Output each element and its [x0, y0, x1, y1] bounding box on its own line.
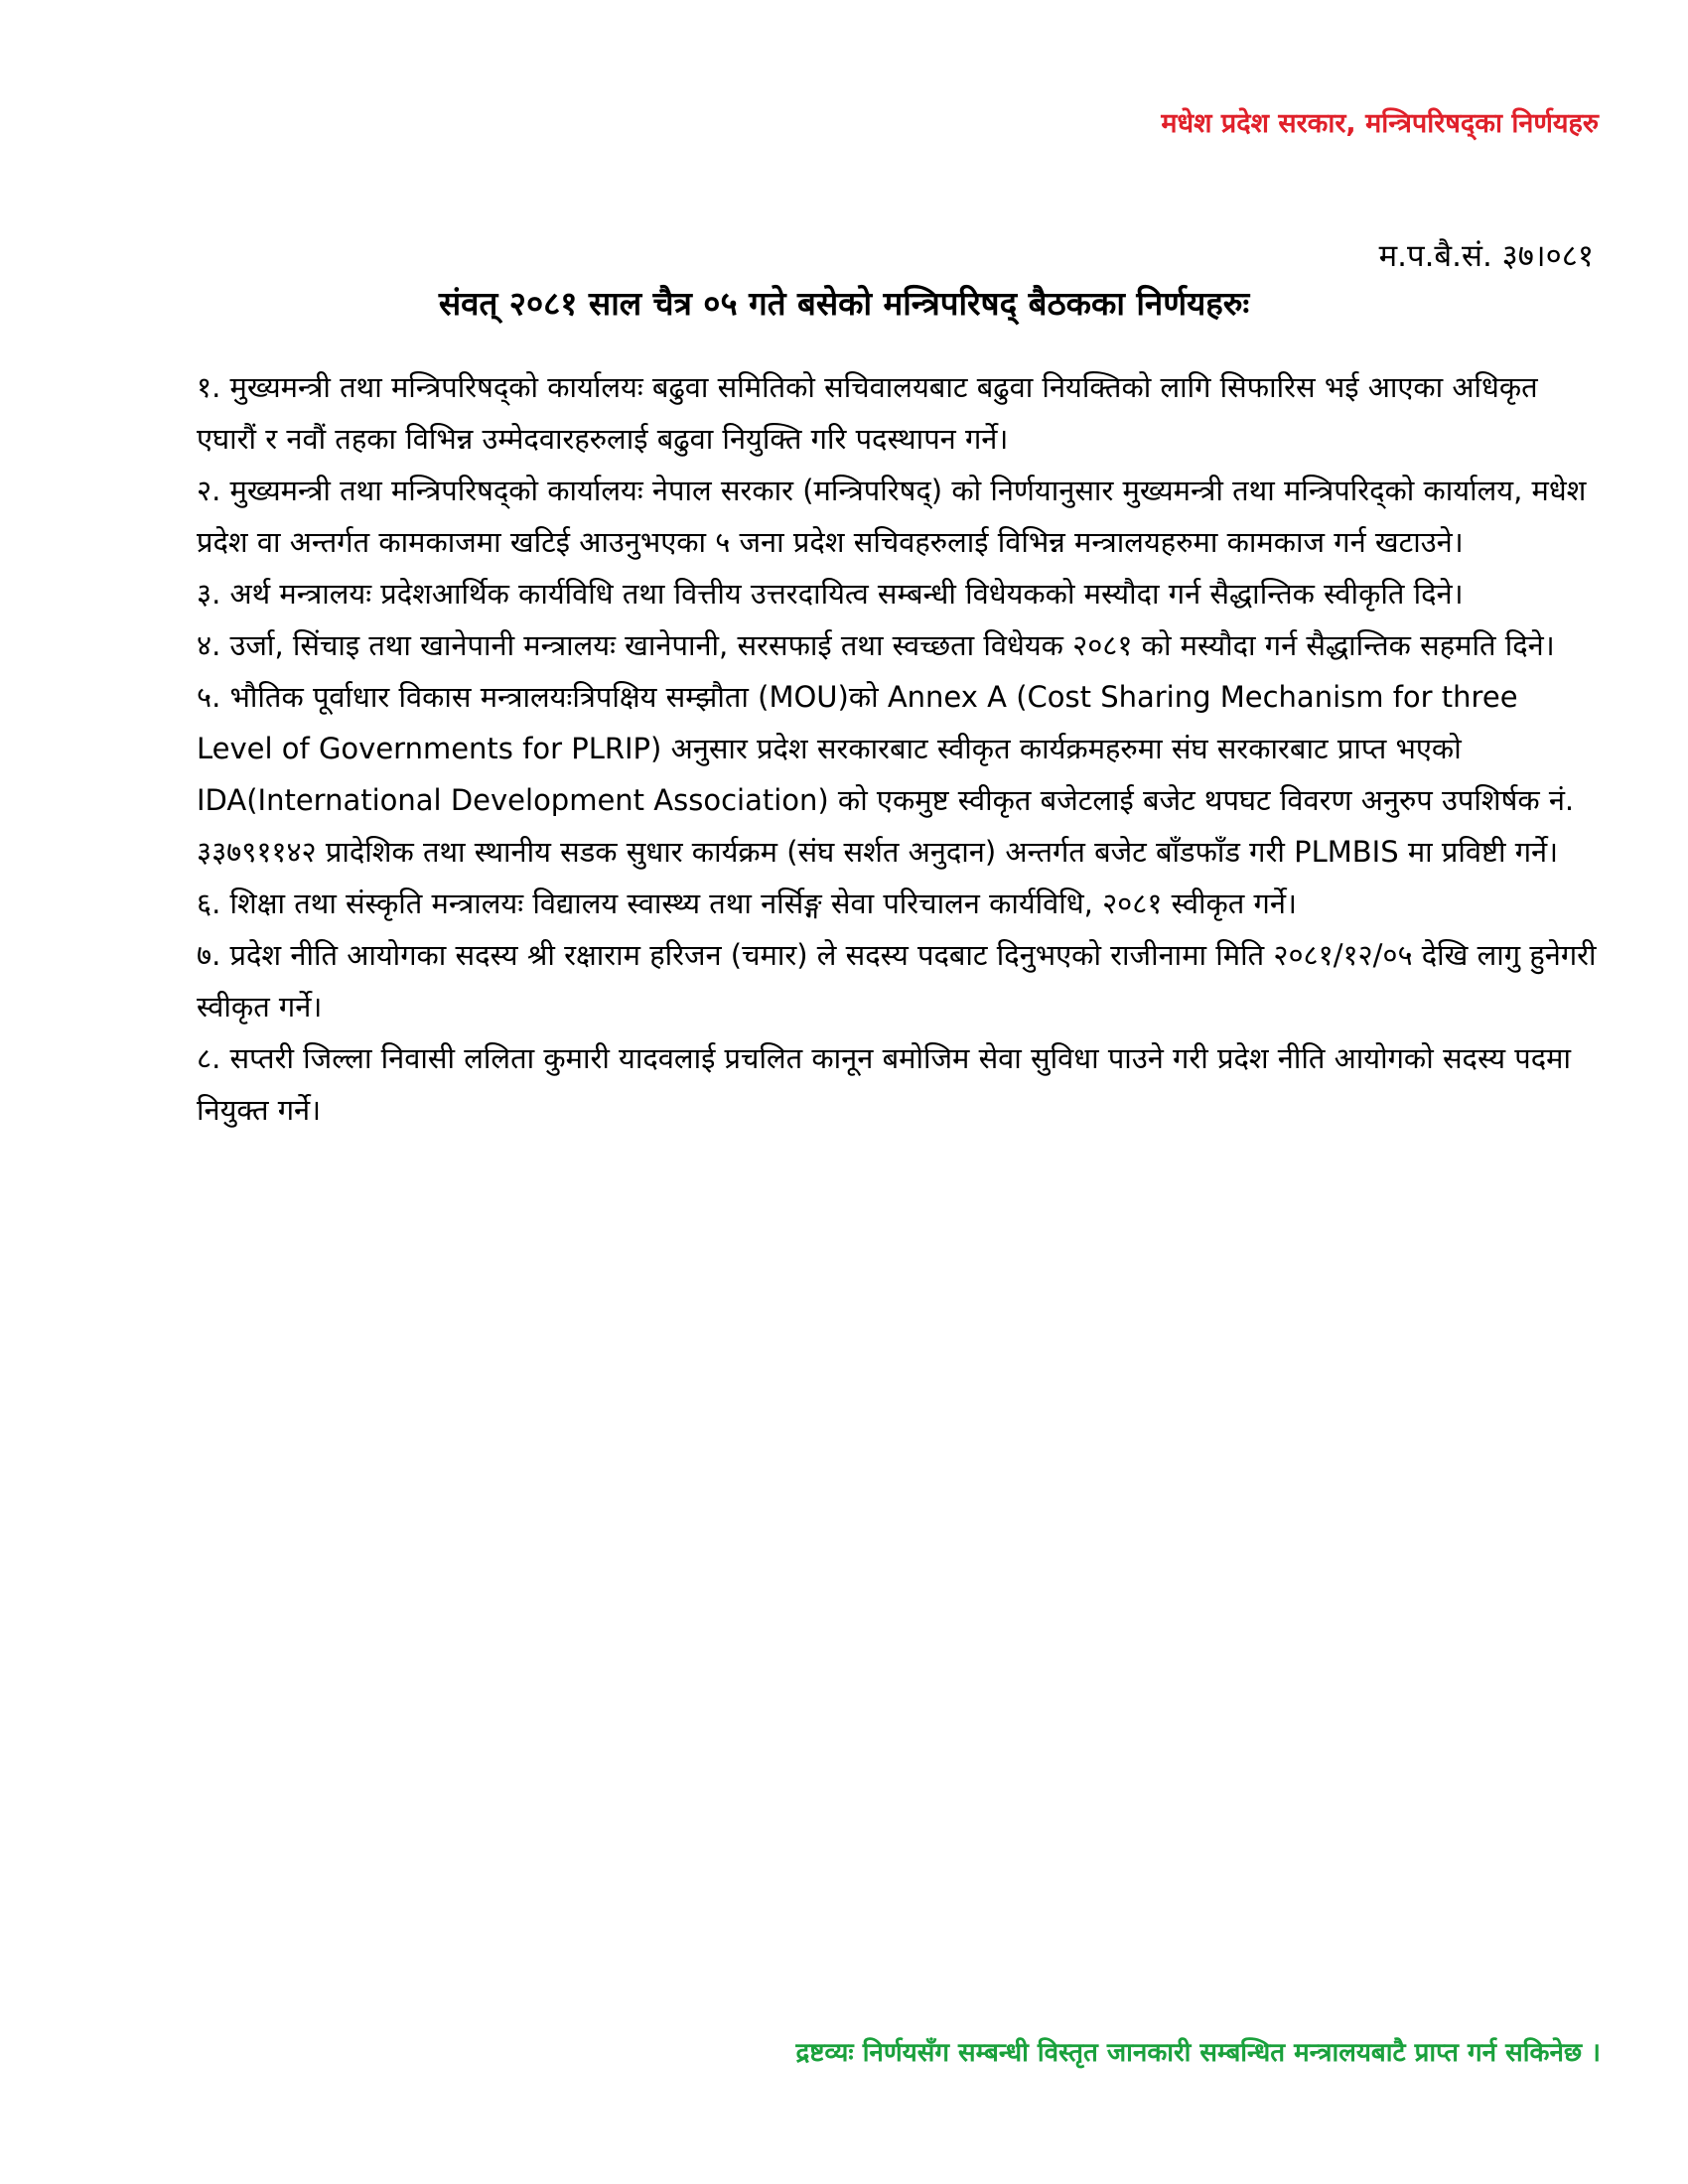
decision-item-3: ३. अर्थ मन्त्रालयः प्रदेशआर्थिक कार्यविधि तथा वित्तीय उत्तरदायित्व सम्बन्धी विधेयकको मस्यौदा गर्न सैद्धान्तिक स्वीकृति दिने। — [197, 577, 1464, 611]
decision-item-7: ७. प्रदेश नीति आयोगका सदस्य श्री रक्षाराम हरिजन (चमार) ले सदस्य पदबाट दिनुभएको राजीनामा मिति २०८१/१२/०५ देखि लागु हुनेगरी स्वीकृत गर्ने। — [197, 938, 1597, 1024]
footer-note: द्रष्टव्यः निर्णयसँग सम्बन्धी विस्तृत जानकारी सम्बन्धित मन्त्रालयबाटै प्राप्त गर्न सकिनेछ । — [795, 2038, 1601, 2068]
meeting-heading: संवत् २०८१ साल चैत्र ०५ गते बसेको मन्त्रिपरिषद् बैठकका निर्णयहरुः — [438, 284, 1250, 323]
decision-item-1: १. मुख्यमन्त्री तथा मन्त्रिपरिषद्को कार्यालयः बढुवा समितिको सचिवालयबाट बढुवा नियक्तिको लागि सिफारिस भई आएका अधिकृत एघारौं र नवौं तहका विभिन्न उम्मेदवारहरुलाई बढुवा नियुक्ति गरि पदस्थापन गर्ने। — [197, 370, 1538, 456]
decision-item-4: ४. उर्जा, सिंचाइ तथा खानेपानी मन्त्रालयः खानेपानी, सरसफाई तथा स्वच्छता विधेयक २०८१ को मस्यौदा गर्न सैद्धान्तिक सहमति दिने। — [197, 628, 1555, 662]
decision-item-5: ५. भौतिक पूर्वाधार विकास मन्त्रालयःत्रिपक्षिय सम्झौता (MOU)को Annex A (Cost Sharing Mechanism for three Level of Governments for PLRIP) अनुसार प्रदेश सरकारबाट स्वीकृत कार्यक्रमहरुमा संघ सरकारबाट प्राप्त भएको IDA(International Development Association) को एकमुष्ट स्वीकृत बजेटलाई बजेट थपघट विवरण अनुरुप उपशिर्षक नं. ३३७९११४२ प्रादेशिक तथा स्थानीय सडक सुधार कार्यक्रम (संघ सर्शत अनुदान) अन्तर्गत बजेट बाँडफाँड गरी PLMBIS मा प्रविष्टी गर्ने। — [197, 680, 1575, 869]
decision-item-6: ६. शिक्षा तथा संस्कृति मन्त्रालयः विद्यालय स्वास्थ्य तथा नर्सिङ्ग सेवा परिचालन कार्यविधि, २०८१ स्वीकृत गर्ने। — [197, 887, 1297, 920]
decision-item-2: २. मुख्यमन्त्री तथा मन्त्रिपरिषद्को कार्यालयः नेपाल सरकार (मन्त्रिपरिषद्) को निर्णयानुसार मुख्यमन्त्री तथा मन्त्रिपरिद्को कार्यालय, मधेश प्रदेश वा अन्तर्गत कामकाजमा खटिई आउनुभएका ५ जना प्रदेश सचिवहरुलाई विभिन्न मन्त्रालयहरुमा कामकाज गर्न खटाउने। — [197, 474, 1587, 559]
meeting-reference-number: म.प.बै.सं. ३७।०८१ — [1378, 238, 1594, 274]
decision-list — [197, 361, 1599, 1136]
document-header-title: मधेश प्रदेश सरकार, मन्त्रिपरिषद्का निर्णयहरु — [1161, 108, 1599, 139]
decision-item-8: ८. सप्तरी जिल्ला निवासी ललिता कुमारी यादवलाई प्रचलित कानून बमोजिम सेवा सुविधा पाउने गरी प्रदेश नीति आयोगको सदस्य पदमा नियुक्त गर्ने। — [197, 1041, 1571, 1127]
